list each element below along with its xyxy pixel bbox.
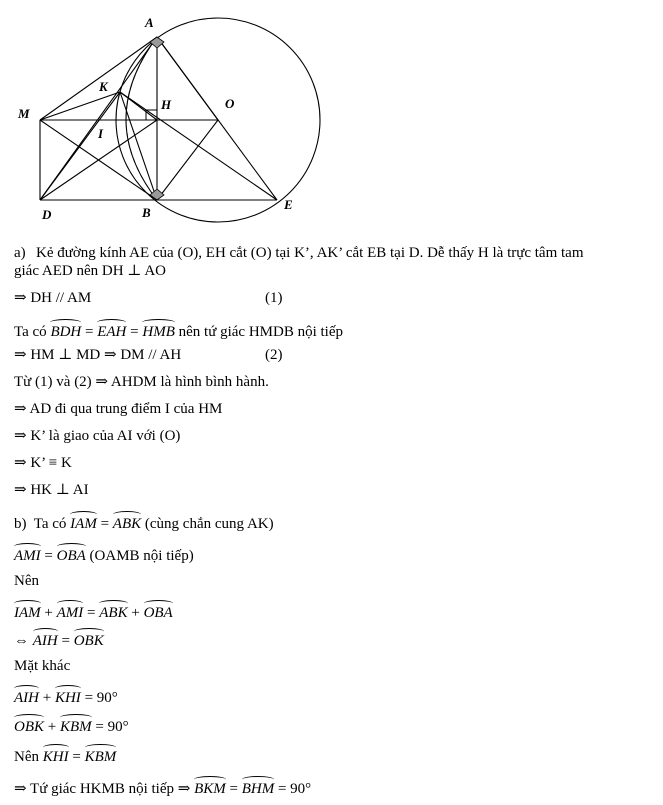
label-h: H [161,97,172,112]
line-mat-khac: Mặt khác [14,658,71,674]
part-a-line2: giác AED nên DH ⊥ AO [14,263,166,279]
angle-aih-2: AIH [14,686,39,707]
value-90-3: 90° [290,781,312,797]
hmdb-text: nên tứ giác HMDB nội tiếp [178,324,343,340]
ta-co-1: Ta có [14,324,47,340]
label-b: B [142,205,151,220]
nen-2: Nên [14,749,39,765]
line-k-equiv: ⇒ K’ ≡ K [14,455,72,471]
value-90-2: 90° [107,719,129,735]
line-ta-co-1: Ta có BDH = EAH = HMB nên tứ giác HMDB nội tiếp [14,320,343,341]
line-aih-obk: ⇔ AIH = OBK [14,629,104,650]
angle-bkm: BKM [194,777,226,798]
oamb-text: (OAMB nội tiếp) [89,548,194,564]
angle-aih: AIH [33,629,58,650]
line-parallelogram: Từ (1) và (2) ⇒ AHDM là hình bình hành. [14,374,269,390]
eq-num-1: (1) [265,290,283,306]
label-o: O [225,96,235,111]
line-hkmb-conclusion: ⇒ Tứ giác HKMB nội tiếp ⇒ BKM = BHM = 90° [14,777,311,798]
line-aih-khi: AIH + KHI = 90° [14,686,118,707]
label-m: M [18,106,30,121]
angle-khi: KHI [55,686,81,707]
part-b-label: b) [14,516,27,532]
angle-bhm: BHM [242,777,275,798]
line-dh-am-text: ⇒ DH // AM [14,290,92,306]
line-sum-angles: IAM + AMI = ABK + OBA [14,601,173,622]
angle-oba-2: OBA [144,601,173,622]
angle-ami-2: AMI [57,601,84,622]
cung-ak-text: (cùng chắn cung AK) [144,516,274,532]
part-b-line1: b) Ta có IAM = ABK (cùng chắn cung AK) [14,512,274,533]
angle-iam: IAM [70,512,97,533]
part-a-label: a) [14,245,26,261]
line-k-intersection: ⇒ K’ là giao của AI với (O) [14,428,181,444]
line-ami-oba: AMI = OBA (OAMB nội tiếp) [14,544,194,565]
right-angle-a [150,37,164,48]
line-hm-md-text: ⇒ HM ⊥ MD ⇒ DM // AH [14,347,182,363]
label-a: A [145,15,154,30]
angle-eah: EAH [97,320,126,341]
geometry-figure [0,0,663,235]
angle-iam-2: IAM [14,601,41,622]
angle-abk-2: ABK [99,601,127,622]
angle-kbm-2: KBM [85,745,117,766]
label-e: E [284,197,293,212]
value-90-1: 90° [96,690,118,706]
angle-kbm: KBM [60,715,92,736]
part-a-line1: Kẻ đường kính AE của (O), EH cắt (O) tại K’, AK’ cắt EB tại D. Dễ thấy H là trực tâm tam [36,245,584,261]
arc-akb [126,37,157,200]
line-obk-kbm: OBK + KBM = 90° [14,715,129,736]
segment-ob [157,120,218,200]
line-hk-ai: ⇒ HK ⊥ AI [14,482,89,498]
label-i: I [98,126,104,141]
angle-oba: OBA [57,544,86,565]
angle-obk: OBK [74,629,104,650]
segment-ke [120,92,277,200]
angle-bdh: BDH [50,320,81,341]
segment-kd [40,92,120,200]
line-hm-md [14,346,283,364]
angle-hmb: HMB [142,320,175,341]
angle-abk: ABK [113,512,141,533]
line-khi-kbm: Nên KHI = KBM [14,745,116,766]
eq-num-2: (2) [265,347,283,363]
line-dh-am [14,289,283,307]
angle-khi-2: KHI [43,745,69,766]
line-nen-1: Nên [14,573,39,589]
line-ad-midpoint: ⇒ AD đi qua trung điểm I của HM [14,401,223,417]
angle-ami: AMI [14,544,41,565]
angle-obk-2: OBK [14,715,44,736]
hkmb-text: ⇒ Tứ giác HKMB nội tiếp ⇒ [14,781,191,797]
label-d: D [42,207,52,222]
ta-co-2: Ta có [33,516,67,532]
label-k: K [99,79,108,94]
